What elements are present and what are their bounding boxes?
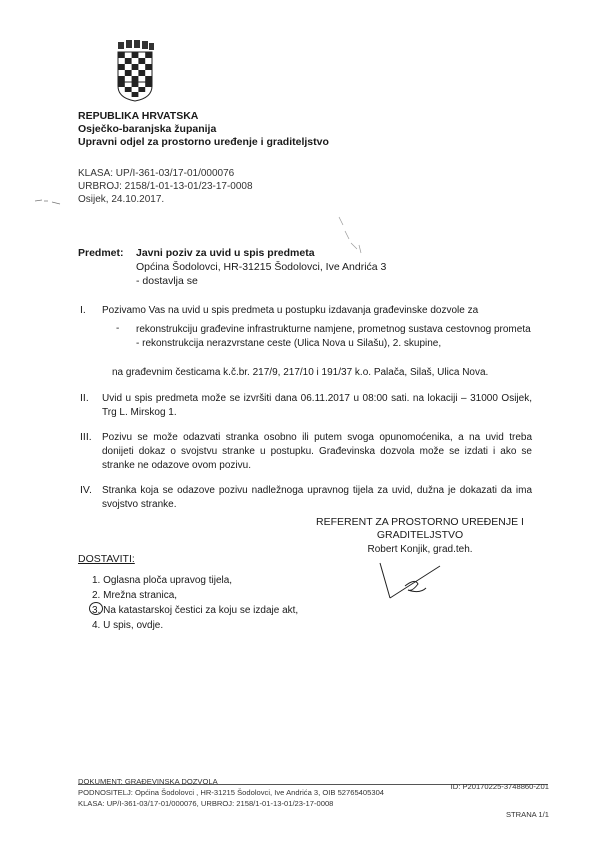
- section-number: IV.: [80, 484, 92, 496]
- footer-applicant: PODNOSITELJ: Općina Šodolovci , HR-31215 Šodolovci, Ive Andrića 3, OIB 52765405304: [78, 788, 385, 797]
- bullet-text: rekonstrukciju građevine infrastrukturne namjene, prometnog sustava cestovnog prometa - rekonstrukcija nerazvrstane ceste (Ulica Nova u Silašu), 2. skupine,: [136, 324, 531, 349]
- county-heading: Osječko-baranjska županija: [78, 123, 217, 135]
- subject-recipient: Općina Šodolovci, HR-31215 Šodolovci, Ive Andrića 3: [136, 261, 387, 273]
- delivery-label: DOSTAVITI:: [78, 553, 135, 565]
- delivery-item: 4. U spis, ovdje.: [92, 620, 164, 631]
- subject-title: Javni poziv za uvid u spis predmeta: [136, 247, 315, 259]
- coat-of-arms-icon: [115, 40, 155, 102]
- footer-document: DOKUMENT: GRAĐEVINSKA DOZVOLA: [78, 777, 218, 786]
- section-number: I.: [80, 304, 86, 316]
- section-text: Pozivu se može odazvati stranka osobno ili putem svoga opunomoćenika, a na uvid treba donijeti dokaz o svojstvu stranke u postupku. Građevinska dozvola može se izdati i ako se stranke ne odazove ovom pozivu.: [102, 432, 532, 471]
- delivery-item: 2. Mrežna stranica,: [92, 590, 178, 601]
- bullet-mark: -: [116, 323, 120, 334]
- place-date: Osijek, 24.10.2017.: [78, 194, 165, 205]
- scribble-mark: [34, 195, 62, 205]
- footer-klasa: KLASA: UP/I-361-03/17-01/000076, URBROJ: 2158/1-01-13-01/23-17-0008: [78, 799, 334, 808]
- delivery-item: 1. Oglasna ploča upravog tijela,: [92, 575, 233, 586]
- section-text: Pozivamo Vas na uvid u spis predmeta u postupku izdavanja građevinske dozvole za: [102, 305, 479, 316]
- delivery-item: 3. Na katastarskoj čestici za koju se izdaje akt,: [92, 605, 299, 616]
- signatory-title-2: GRADITELJSTVO: [376, 529, 464, 541]
- klasa-line: KLASA: UP/I-361-03/17-01/000076: [78, 168, 235, 179]
- footer-id: ID: P20170225-3748860-Z01: [450, 782, 549, 791]
- section-number: II.: [80, 392, 89, 404]
- subject-note: - dostavlja se: [136, 275, 198, 287]
- department-heading: Upravni odjel za prostorno uređenje i graditeljstvo: [78, 136, 329, 148]
- section-text: Uvid u spis predmeta može se izvršiti dana 06.11.2017 u 08:00 sati. na lokaciji – 31000 Osijek, Trg L. Mirskog 1.: [102, 393, 532, 418]
- footer-page: STRANA 1/1: [505, 810, 549, 819]
- urbroj-line: URBROJ: 2158/1-01-13-01/23-17-0008: [78, 181, 253, 192]
- subject-label: Predmet:: [78, 247, 124, 259]
- circle-mark: [88, 601, 104, 616]
- signatory-title: REFERENT ZA PROSTORNO UREĐENJE I: [316, 516, 524, 528]
- section-number: III.: [80, 431, 92, 443]
- section-text: Stranka koja se odazove pozivu nadležnoga upravnog tijela za uvid, dužna je dokazati da ima svojstvo stranke.: [102, 485, 532, 510]
- scribble-mark: [335, 215, 365, 255]
- handwritten-signature: [360, 558, 450, 603]
- country-heading: REPUBLIKA HRVATSKA: [78, 110, 199, 122]
- signatory-name: Robert Konjik, grad.teh.: [367, 544, 473, 555]
- parcel-line: na građevnim česticama k.č.br. 217/9, 217/10 i 191/37 k.o. Palača, Silaš, Ulica Nova.: [112, 367, 489, 378]
